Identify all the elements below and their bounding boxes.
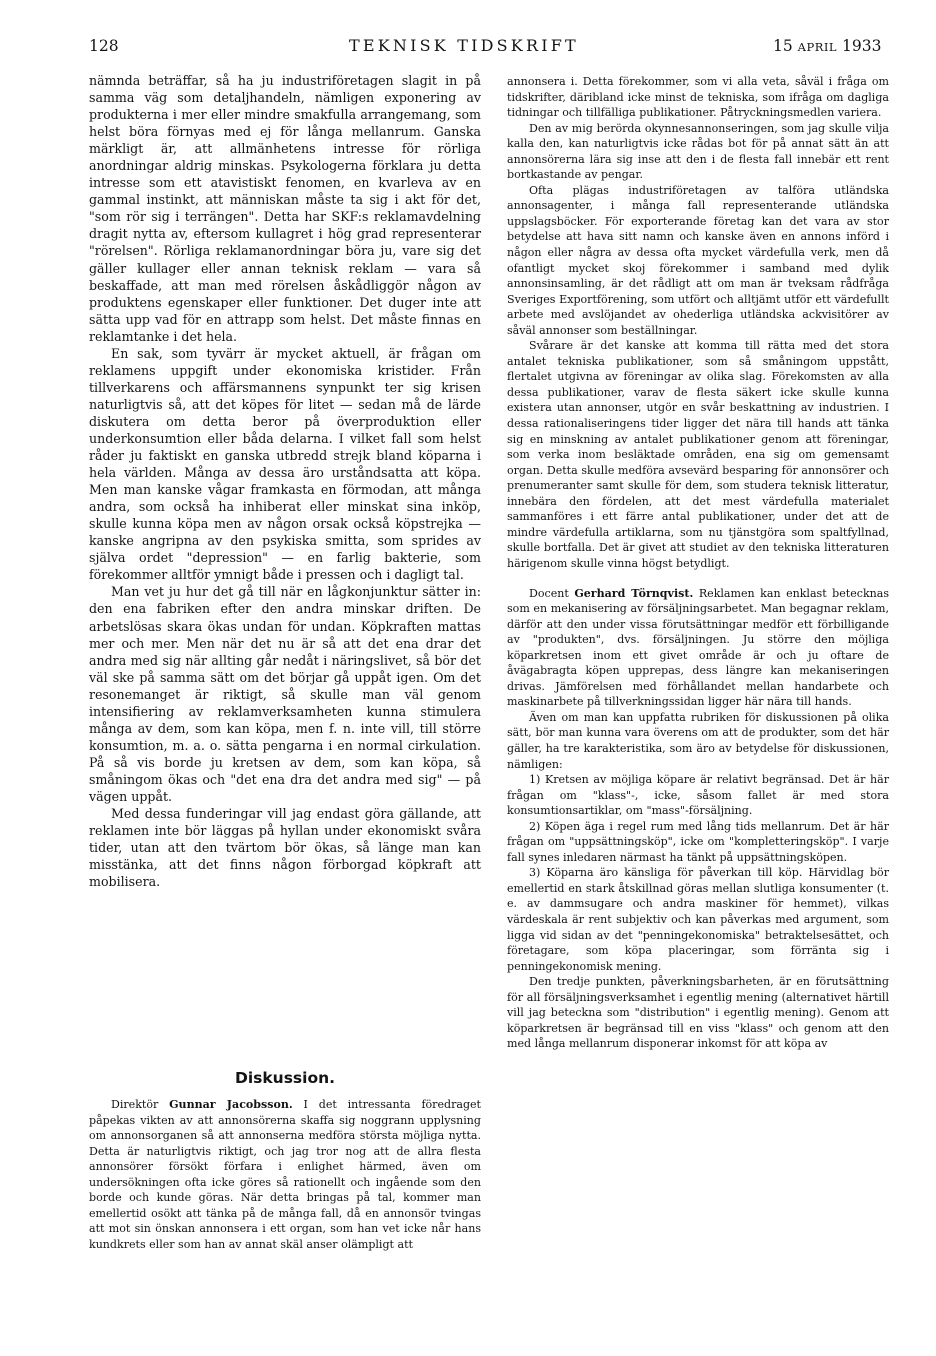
- issue-date-year: 1933: [842, 37, 882, 55]
- speaker-name: Gerhard Törnqvist.: [574, 586, 694, 600]
- speaker-text: I det intressanta föredraget påpekas vikten av att annonsörerna skaffa sig noggrann upplysning om annonsorganen så att annonserna medföra största möjliga nytta. Detta är naturligtvis riktigt, och jag tror nog att de allra flesta annonsörer försökt förfara i enlighet härmed, även om undersökningen ofta icke göres så rationellt och ingående som den borde och kunde göras. När detta bringas på tal, kommer man emellertid osökt att tänka på de många fall, då en annonsör tvingas att mot sin önskan annonsera i ett organ, som han vet icke når hans kundkrets eller som han av annat skäl anser olämpligt att: [89, 1098, 481, 1251]
- paragraph: Svårare är det kanske att komma till rätta med det stora antalet tekniska publikationer, som så småningom uppstått, flertalet utgivna av föreningar av olika slag. Förekomsten av alla dessa publikationer, varav de flesta säkert icke skulle kunna existera utan annonser, utgör en svår beskattning av industrien. I dessa rationaliseringens tider ligger det nära till hands att tänka sig en minskning av antalet publikationer genom att föreningar, som verka inom besläktade områden, ena sig om gemensamt organ. Detta skulle medföra avsevärd besparing för annonsörer och prenumeranter samt skulle för dem, som studera teknisk litteratur, innebära den fördelen, att det mest värdefulla materialet sammanföres i ett färre antal publikationer, under det att de mindre värdefulla artiklarna, som nu tjänstgöra som spaltfyllnad, skulle bortfalla. Det är givet att studiet av den tekniska litteraturen härigenom skulle vinna högst betydligt.: [507, 339, 889, 570]
- paragraph: Den av mig berörda okynnesannonseringen, som jag skulle vilja kalla den, kan naturligtvis icke rådas bot för på annat sätt än att annonsörerna lära sig inse att den i de flesta fall innebär ett rent bortkastande av pengar.: [507, 121, 889, 182]
- right-column: [507, 74, 889, 1052]
- list-item: 2) Köpen äga i regel rum med lång tids mellanrum. Det är här frågan om "uppsättningsköp", icke om "kompletteringsköp". I varje fall synes inledaren närmast ha tänkt på uppsättningsköpen.: [507, 819, 889, 864]
- discussion-column: [89, 1097, 481, 1252]
- list-item: 1) Kretsen av möjliga köpare är relativt begränsad. Det är här frågan om "klass"-, icke, såsom fallet är med stora konsumtionsartiklar, om "mass"-försäljning.: [507, 773, 889, 818]
- paragraph: annonsera i. Detta förekommer, som vi alla veta, såväl i fråga om tidskrifter, däribland icke minst de tekniska, som ifråga om dagliga tidningar och tillfälliga publikationer. Påtryckningsmedlen variera.: [507, 75, 889, 120]
- paragraph: Även om man kan uppfatta rubriken för diskussionen på olika sätt, bör man kunna vara överens om att de produkter, som det här gäller, ha tre karakteristika, som äro av betydelse för diskussionen, nämligen:: [507, 710, 889, 771]
- issue-date-day: 15: [773, 37, 793, 55]
- paragraph: En sak, som tyvärr är mycket aktuell, är frågan om reklamens uppgift under ekonomiska kristider. Från tillverkarens och affärsmannens synpunkt ter sig krisen naturligtvis så, att det köpes för litet — sedan må de lärde diskutera om detta beror på överproduktion eller underkonsumtion eller båda delarna. I vilket fall som helst råder ju faktiskt en ganska utbredd strejk bland köparna i hela världen. Många av dessa äro urståndsatta att köpa. Men man kanske vågar framkasta en förmodan, att många andra, som också ha inhiberat eller minskat sina inköp, skulle kunna köpa men av någon orsak också köpstrejka — kanske angripna av den psykiska smitta, som sprides av själva ordet "depression" — en farlig bakterie, som förekommer alltför ymnigt både i pressen och i dagligt tal.: [89, 345, 481, 583]
- section-heading: Diskussion.: [234, 1069, 336, 1087]
- issue-date-month: APRIL: [797, 40, 838, 54]
- paragraph: nämnda beträffar, så ha ju industriföretagen slagit in på samma väg som detaljhandeln, nämligen exponering av produkterna i mer eller mindre smakfulla arrangemang, som helst böra förnyas med ej för långa mellanrum. Ganska märkligt är, att allmänhetens intresse för rörliga anordningar aldrig minskas. Psykologerna förklara ju detta intresse som ett atavistiskt fenomen, en kvarleva av en gammal instinkt, att människan måste ta sig i akt för det, "som rör sig i terrängen". Detta har SKF:s reklamavdelning dragit nytta av, eftersom kullagret i hög grad representerar "rörelsen". Rörliga reklamanordningar böra ju, vare sig det gäller kullager eller annan teknisk reklam — vara så beskaffade, att man med rörelsen åskådliggör någon av produktens egenskaper eller funktioner. Det duger inte att sätta upp vad för en attrapp som helst. Det måste finnas en reklamtanke i det hela.: [89, 73, 481, 344]
- speaker-title: Docent: [529, 586, 569, 600]
- list-item: 3) Köparna äro känsliga för påverkan till köp. Härvidlag bör emellertid en stark åtskillnad göras mellan slutliga konsumenter (t. e. av dammsugare och andra maskiner för hemmet), vilkas värdeskala är rent subjektiv och kan påverkas med argument, som ligga vid sidan av det "penningekonomiska" betraktelsesättet, och företagare, som köpa placeringar, som förränta sig i penningekonomisk mening.: [507, 866, 889, 973]
- paragraph: Den tredje punkten, påverkningsbarheten, är en förutsättning för all försäljningsverksamhet i egentlig mening (alternativet härtill vill jag beteckna som "distribution" i egentlig mening). Genom att köparkretsen är begränsad till en viss "klass" och genom att den med långa mellanrum disponerar inkomst för att köpa av: [507, 975, 889, 1051]
- speaker-paragraph: [89, 1097, 481, 1252]
- speaker-name: Gunnar Jacobsson.: [169, 1098, 293, 1111]
- paragraph: Med dessa funderingar vill jag endast göra gällande, att reklamen inte bör läggas på hyllan under ekonomiskt svåra tider, utan att den tvärtom bör ökas, så länge man kan misstänka, att det finns någon förborgad köpkraft att mobilisera.: [89, 806, 481, 890]
- page-number: 128: [89, 37, 119, 55]
- left-column: [89, 72, 481, 890]
- paragraph: Ofta plägas industriföretagen av talföra utländska annonsagenter, i många fall representerande utländska uppslagsböcker. För exporterande företag kan det vara av stor betydelse att hava sitt namn och kanske även en annons införd i någon eller några av dessa ofta mycket värdefulla verk, men då ofantligt mycket skoj förekommer i samband med dylik annonsinsamling, är det rådligt att om man är tveksam rådfråga Sveriges Exportförening, som utfört och alltjämt utför ett värdefullt arbete med avslöjandet av ohederliga utländska ackvisitörer av såväl annonser som beställningar.: [507, 183, 889, 337]
- speaker-text: Reklamen kan enklast betecknas som en mekanisering av försäljningsarbetet. Man begagnar reklam, därför att den under vissa förutsättningar medför ett förbilligande av "produkten", dvs. försäljningen. Ju större den möjliga köparkretsen inom ett givet område är och ju oftare de åvägabragta köpen upprepas, dess längre kan mekaniseringen drivas. Jämförelsen med förhållandet mellan handarbete och maskinarbete på tillverkningssidan ligger här nära till hands.: [507, 586, 890, 709]
- speaker-title: Direktör: [111, 1098, 159, 1111]
- issue-date: [773, 36, 881, 57]
- speaker-paragraph: [507, 586, 889, 710]
- paragraph: Man vet ju hur det gå till när en lågkonjunktur sätter in: den ena fabriken efter den andra minskar driften. De arbetslösas skara ökas undan för undan. Köpkraften mattas mer och mer. Men när det nu är så att det ena drar det andra med sig när allting går nedåt i näringslivet, så bör det väl ske på samma sätt om det börjar gå uppåt igen. Om det resonemanget är riktigt, så skulle man väl genom intensifiering av reklamverksamheten kunna stimulera många av dem, som kan köpa, men f. n. inte vill, till större konsumtion, m. a. o. sätta pengarna i en normal cirkulation. På så vis borde ju kretsen av dem, som kan köpa, så småningom ökas och "det ena dra det andra med sig" — på vägen uppåt.: [89, 584, 481, 804]
- journal-title: TEKNISK TIDSKRIFT: [349, 36, 579, 55]
